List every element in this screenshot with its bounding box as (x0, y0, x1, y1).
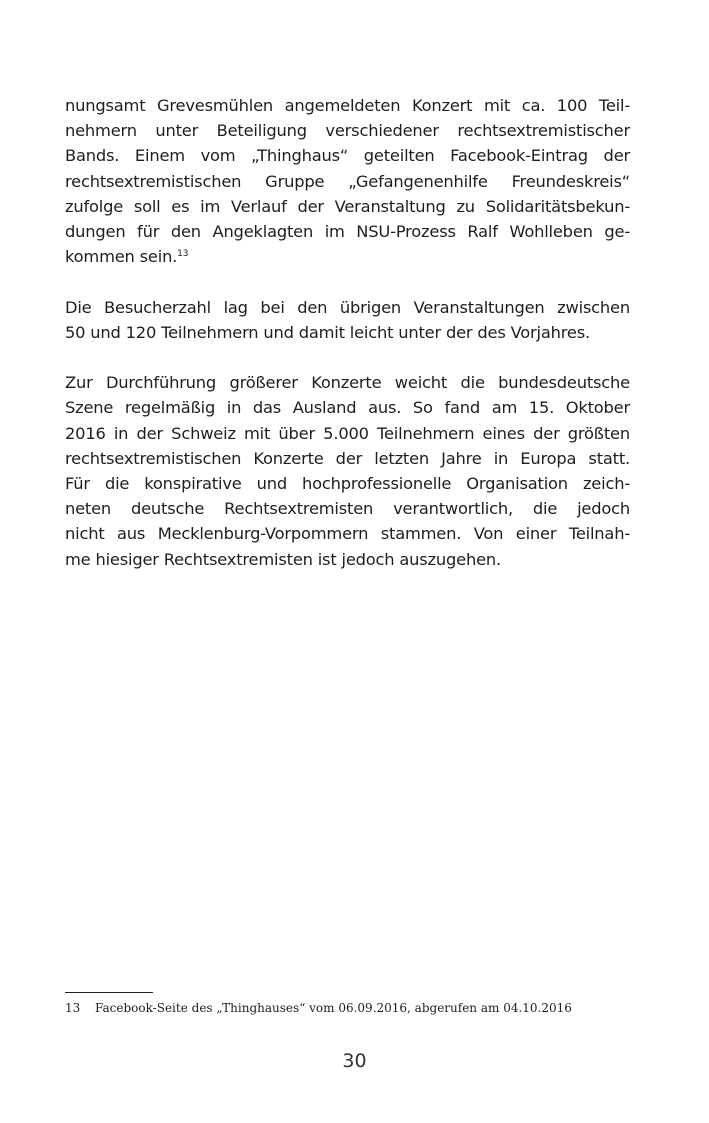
text-line: kommen sein. (65, 247, 178, 267)
text-line: neten deutsche Rechtsextremisten verantwortlich, die jedoch (65, 499, 630, 519)
text-line-with-footnote (65, 244, 630, 269)
text-line: Für die konspirative und hochprofessionelle Organisation zeich- (65, 474, 630, 494)
text-line: me hiesiger Rechtsextremisten ist jedoch auszugehen. (65, 549, 502, 569)
footnote-divider (65, 992, 153, 993)
text-line: Zur Durchführung größerer Konzerte weicht die bundesdeutsche (65, 373, 630, 393)
text-line: nungsamt Grevesmühlen angemeldeten Konzert mit ca. 100 Teil- (65, 96, 630, 115)
footnote-reference[interactable]: 13 (177, 249, 189, 260)
text-line: dungen für den Angeklagten im NSU-Prozess Ralf Wohlleben ge- (65, 222, 630, 242)
footnote-number: 13 (65, 1001, 81, 1015)
text-line: 50 und 120 Teilnehmern und damit leicht unter der des Vorjahres. (65, 322, 590, 342)
footnote-text: Facebook-Seite des „Thinghauses“ vom 06.09.2016, abgerufen am 04.10.2016 (95, 1001, 572, 1015)
text-line: rechtsextremistischen Konzerte der letzten Jahre in Europa statt. (65, 448, 630, 468)
text-line: nicht aus Mecklenburg-Vorpommern stammen. Von einer Teilnah- (65, 524, 630, 544)
paragraph-attendance (65, 295, 630, 345)
text-line: nehmern unter Beteiligung verschiedener rechtsextremistischer (65, 121, 630, 141)
paragraph-concert-report (65, 93, 630, 269)
text-line: zufolge soll es im Verlauf der Veranstaltung zu Solidaritätsbekun- (65, 196, 630, 216)
text-line: rechtsextremistischen Gruppe „Gefangenenhilfe Freundeskreis“ (65, 171, 630, 191)
footnote (65, 1000, 665, 1016)
text-line: Bands. Einem vom „Thinghaus“ geteilten Facebook-Eintrag der (65, 146, 630, 166)
text-line: Die Besucherzahl lag bei den übrigen Veranstaltungen zwischen (65, 297, 630, 317)
page-number: 30 (342, 1050, 367, 1072)
text-line: 2016 in der Schweiz mit über 5.000 Teilnehmern eines der größten (65, 423, 630, 443)
paragraph-foreign-concerts (65, 370, 630, 572)
body-text (65, 93, 630, 597)
text-line: Szene regelmäßig in das Ausland aus. So fand am 15. Oktober (65, 398, 630, 418)
